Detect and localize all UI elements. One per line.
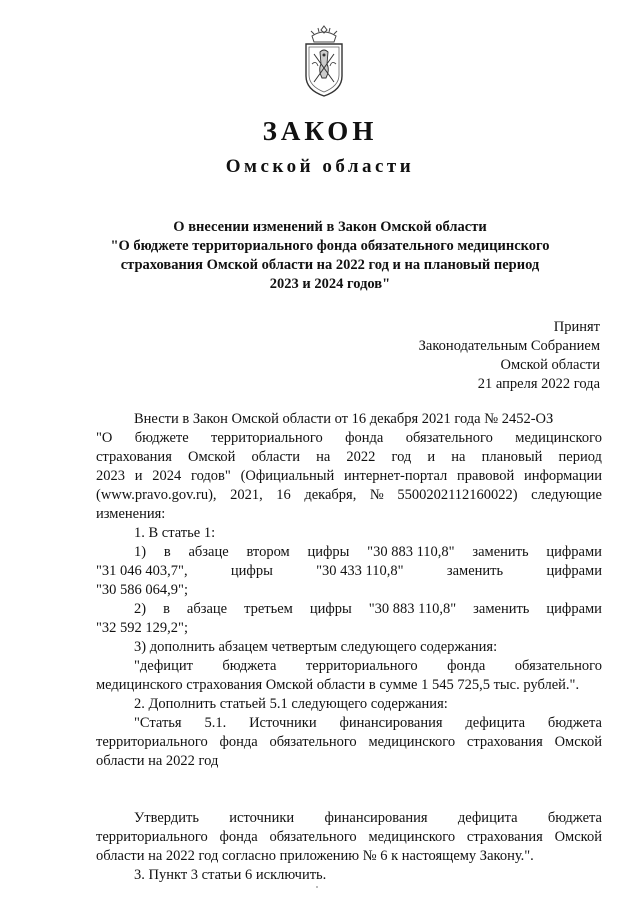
word: втором	[246, 544, 290, 560]
word: плановый	[481, 449, 543, 465]
item-1-1-line: "30 586 064,9";	[96, 582, 188, 598]
word: страхования	[96, 449, 172, 465]
item-2: 2. Дополнить статьей 5.1 следующего содержания:	[134, 696, 448, 712]
word: финансирования	[339, 715, 443, 731]
word: бюджета	[547, 810, 602, 826]
word: обязательного	[405, 430, 493, 446]
document-subtitle: Омской области	[225, 156, 415, 177]
word: абзаце	[186, 601, 228, 617]
adoption-line: Законодательным Собранием	[418, 338, 600, 354]
word: декабря,	[304, 487, 357, 503]
word: Утвердить	[134, 810, 199, 826]
word: обязательного	[514, 658, 602, 674]
word: Омской	[554, 829, 602, 845]
article-5-1-line: области на 2022 год	[96, 753, 219, 769]
intro-line	[96, 429, 602, 448]
word: медицинского	[368, 734, 456, 750]
item-1-2-line: "32 592 129,2";	[96, 620, 188, 636]
intro-line: изменения:	[96, 506, 166, 522]
heading-line: страхования Омской области на 2022 год и на плановый период	[120, 257, 540, 273]
word: интернет-портал	[343, 468, 448, 484]
adoption-date: 21 апреля 2022 года	[477, 376, 600, 392]
document-title: ЗАКОН	[262, 116, 378, 146]
word: год	[391, 449, 412, 465]
word: медицинского	[515, 430, 602, 446]
word: бюджете	[134, 430, 189, 446]
intro-line	[96, 448, 602, 467]
word: территориального	[96, 734, 208, 750]
word: "30 433 110,8"	[316, 563, 404, 579]
heading-line: 2023 и 2024 годов"	[269, 276, 391, 292]
item-1-2-line	[96, 600, 602, 619]
item-1-3: 3) дополнить абзацем четвертым следующего содержания:	[134, 639, 498, 655]
word: территориального	[211, 430, 323, 446]
word: цифры	[309, 601, 352, 617]
word: территориального	[305, 658, 418, 674]
law-body	[96, 410, 602, 885]
word: правовой	[457, 468, 515, 484]
word: "дефицит	[134, 658, 193, 674]
word: в	[163, 544, 171, 560]
word: цифры	[230, 563, 273, 579]
item-1-3-text-line	[96, 657, 602, 676]
approve-line	[96, 809, 602, 828]
intro-line	[96, 486, 602, 505]
word: фонда	[345, 430, 384, 446]
word: "Статья	[134, 715, 182, 731]
word: фонда	[447, 658, 486, 674]
word: информации	[523, 468, 602, 484]
adoption-block	[360, 318, 600, 394]
word: 2023	[96, 468, 125, 484]
word: цифры	[307, 544, 350, 560]
heading-line: О внесении изменений в Закон Омской области	[173, 219, 487, 235]
word: (www.pravo.gov.ru),	[96, 487, 217, 503]
word: №	[369, 487, 384, 503]
adoption-line: Омской области	[500, 357, 600, 373]
word: 1)	[134, 544, 147, 560]
word: цифрами	[546, 563, 602, 579]
word: (Официальный	[240, 468, 335, 484]
heading-line: "О бюджете территориального фонда обязательного медицинского	[110, 238, 550, 254]
word: на	[316, 449, 331, 465]
word: и	[427, 449, 436, 465]
word: территориального	[96, 829, 208, 845]
word: цифрами	[546, 544, 602, 560]
word: "О	[96, 430, 113, 446]
word: медицинского	[368, 829, 456, 845]
word: Омской	[187, 449, 236, 465]
item-1-3-text-line: медицинского страхования Омской области в сумме 1 545 725,5 тыс. рублей.".	[96, 677, 580, 693]
word: цифрами	[546, 601, 602, 617]
word: третьем	[244, 601, 293, 617]
word: "31 046 403,7",	[96, 563, 188, 579]
word: в	[163, 601, 170, 617]
item-1: 1. В статье 1:	[134, 525, 216, 541]
word: на	[451, 449, 466, 465]
item-1-1-line	[96, 562, 602, 581]
article-5-1-line	[96, 714, 602, 733]
adoption-line: Принят	[553, 319, 600, 335]
approve-line	[96, 828, 602, 847]
word: годов"	[191, 468, 231, 484]
word: заменить	[472, 544, 529, 560]
word: страхования	[466, 734, 543, 750]
word: 2024	[152, 468, 182, 484]
word: обязательного	[269, 829, 357, 845]
article-5-1-line	[96, 733, 602, 752]
word: 5500202112160022)	[397, 487, 518, 503]
word: бюджета	[547, 715, 602, 731]
word: 2)	[134, 601, 147, 617]
word: обязательного	[269, 734, 357, 750]
word: 2021,	[230, 487, 263, 503]
word: "30 883 110,8"	[368, 601, 457, 617]
scan-speck	[316, 886, 318, 888]
word: области	[251, 449, 300, 465]
word: Омской	[554, 734, 602, 750]
word: бюджета	[222, 658, 277, 674]
word: дефицита	[465, 715, 526, 731]
word: и	[134, 468, 143, 484]
word: абзаце	[188, 544, 229, 560]
word: страхования	[466, 829, 543, 845]
word: 16	[276, 487, 291, 503]
word: 5.1.	[204, 715, 227, 731]
word: следующие	[531, 487, 602, 503]
word: заменить	[446, 563, 504, 579]
intro-line: Внести в Закон Омской области от 16 декабря 2021 года № 2452-ОЗ	[134, 411, 554, 427]
word: дефицита	[457, 810, 518, 826]
word: фонда	[219, 734, 258, 750]
word: 2022	[346, 449, 376, 465]
word: фонда	[219, 829, 258, 845]
word: Источники	[249, 715, 317, 731]
word: "30 883 110,8"	[367, 544, 455, 560]
law-heading	[96, 218, 564, 294]
word: финансирования	[324, 810, 428, 826]
omsk-coat-of-arms-icon	[302, 24, 346, 98]
item-3: 3. Пункт 3 статьи 6 исключить.	[134, 867, 327, 883]
item-1-1-line	[96, 543, 602, 562]
word: заменить	[473, 601, 530, 617]
intro-line	[96, 467, 602, 486]
approve-line: области на 2022 год согласно приложению № 6 к настоящему Закону.".	[96, 848, 534, 864]
word: источники	[229, 810, 295, 826]
word: период	[558, 449, 602, 465]
